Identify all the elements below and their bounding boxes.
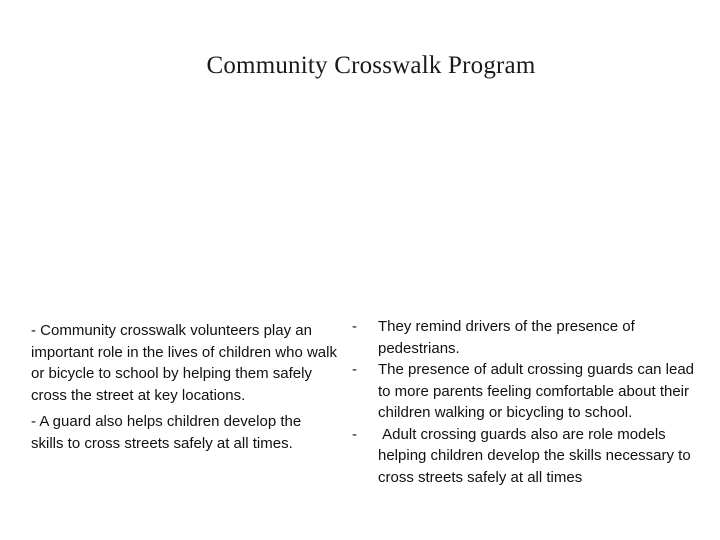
bullet-item: [352, 359, 708, 424]
right-bullet-column: [352, 316, 708, 488]
bullet-text: Adult crossing guards also are role models helping children develop the skills necessary to cross streets safely at all times: [378, 425, 695, 486]
bullet-marker: -: [352, 318, 357, 335]
slide-title: Community Crosswalk Program: [206, 52, 536, 79]
bullet-marker: -: [352, 425, 357, 443]
bullet-item: [352, 424, 708, 489]
bullet-marker: -: [352, 361, 357, 378]
left-text-column: [31, 320, 337, 459]
bullet-list: [352, 316, 708, 488]
bullet-text: The presence of adult crossing guards can lead to more parents feeling comfortable about their children walking or bicycling to school.: [378, 361, 695, 421]
bullet-text: They remind drivers of the presence of pedestrians.: [378, 318, 635, 357]
left-paragraph: - A guard also helps children develop the skills to cross streets safely at all times.: [31, 413, 302, 452]
left-paragraph: - Community crosswalk volunteers play an important role in the lives of children who walk or bicycle to school by helping them safely cross the street at key locations.: [31, 322, 337, 404]
bullet-item: [352, 316, 708, 359]
